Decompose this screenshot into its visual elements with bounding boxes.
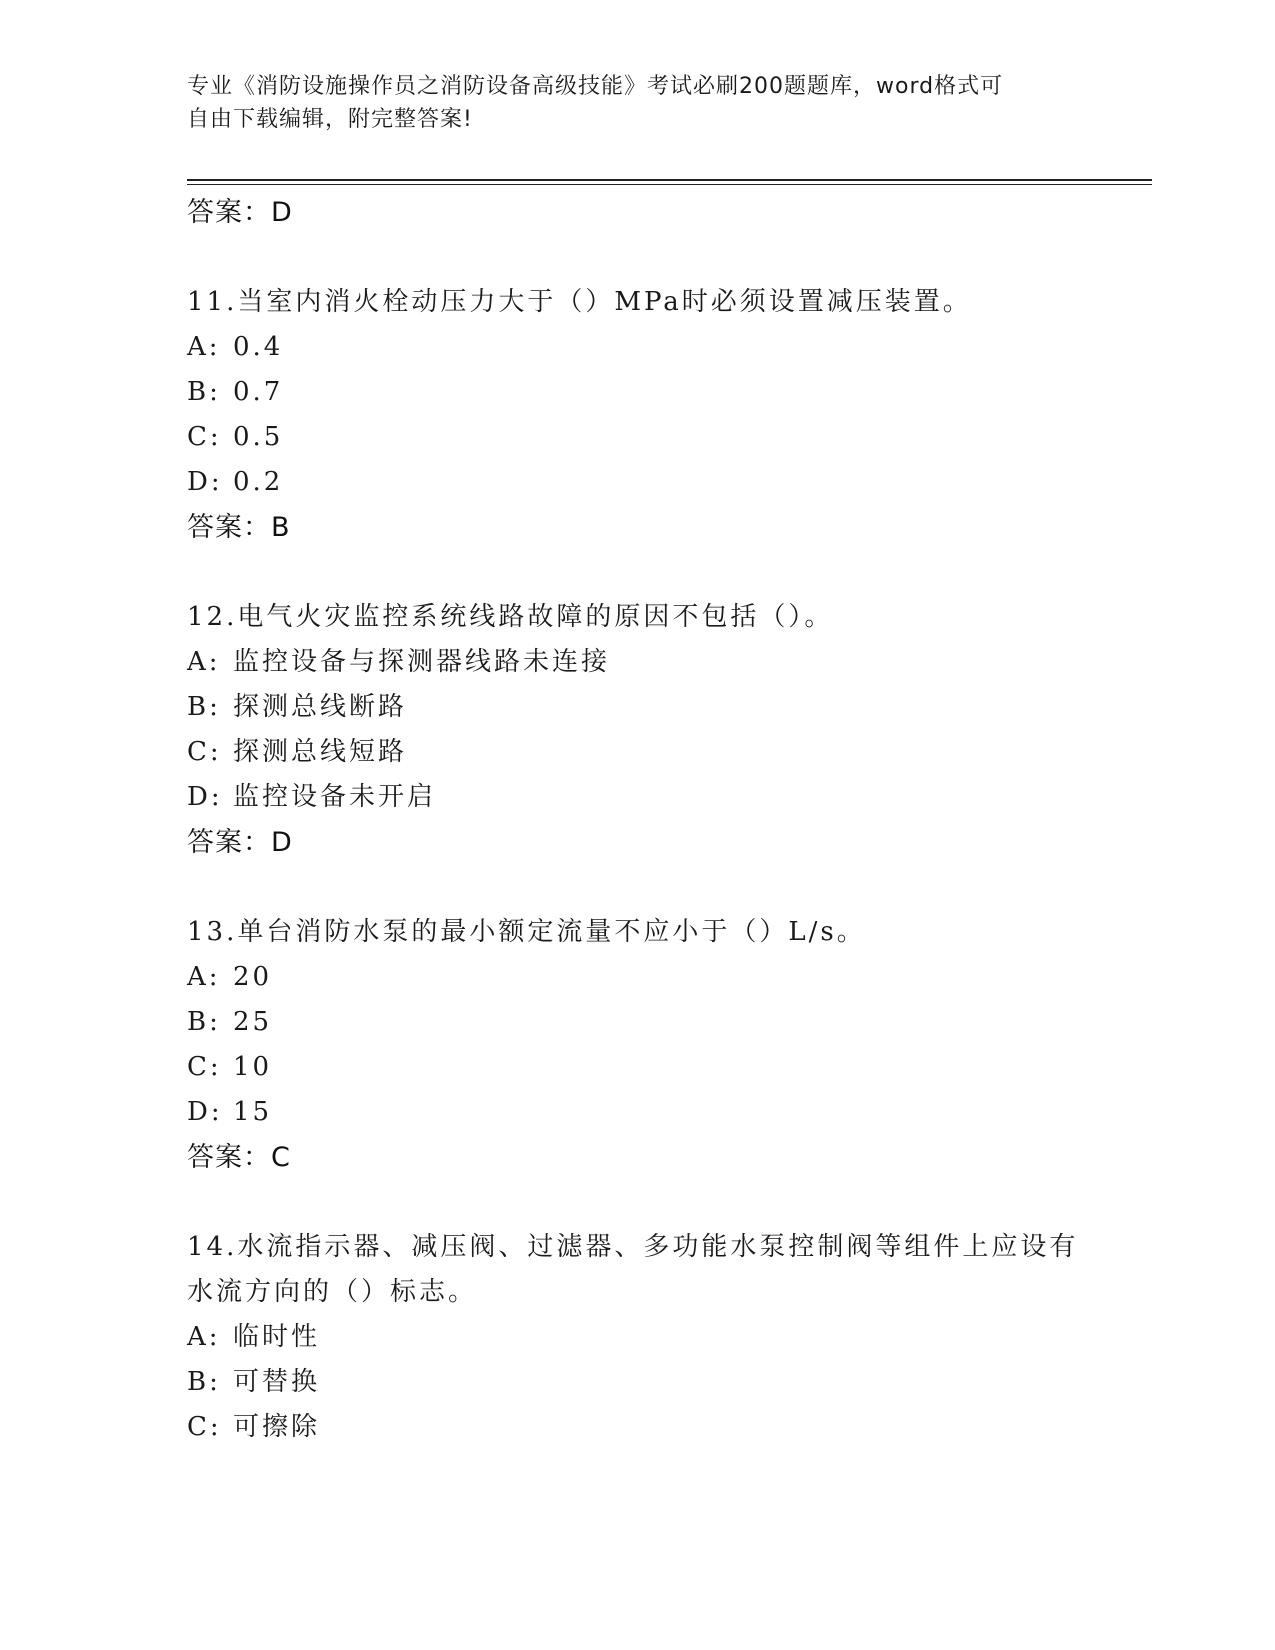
option-text: 监控设备与探测器线路未连接 <box>233 647 611 677</box>
option-label: B: <box>187 377 221 407</box>
question-list <box>187 190 1152 1450</box>
option-label: D: <box>187 1097 223 1127</box>
option-c <box>187 1045 1152 1090</box>
option-label: B: <box>187 692 221 722</box>
option-d <box>187 460 1152 505</box>
option-label: A: <box>187 647 221 677</box>
option-text: 15 <box>233 1097 273 1127</box>
answer-line: 答案：D <box>187 827 293 858</box>
option-c <box>187 415 1152 460</box>
option-label: D: <box>187 467 223 497</box>
question-block <box>187 910 1152 1180</box>
question-text-line-2: 水流方向的（）标志。 <box>187 1277 478 1307</box>
option-a <box>187 325 1152 370</box>
option-label: D: <box>187 782 223 812</box>
question-block <box>187 280 1152 550</box>
option-c <box>187 730 1152 775</box>
option-label: C: <box>187 1412 222 1442</box>
header-rule-thick <box>187 179 1152 181</box>
question-text: 11.当室内消火栓动压力大于（）MPa时必须设置减压装置。 <box>187 287 972 317</box>
option-label: B: <box>187 1007 221 1037</box>
spacer <box>187 550 1152 595</box>
option-text: 0.2 <box>233 467 284 497</box>
option-text: 0.5 <box>233 422 284 452</box>
option-b <box>187 685 1152 730</box>
spacer <box>187 865 1152 910</box>
document-header <box>187 70 1087 136</box>
option-text: 可擦除 <box>233 1412 321 1442</box>
option-b <box>187 1360 1152 1405</box>
question-text: 12.电气火灾监控系统线路故障的原因不包括（）。 <box>187 602 834 632</box>
question-text-line-1: 14.水流指示器、减压阀、过滤器、多功能水泵控制阀等组件上应设有 <box>187 1232 1079 1262</box>
option-label: A: <box>187 1322 221 1352</box>
answer-line: 答案：C <box>187 1142 291 1173</box>
header-line-1: 专业《消防设施操作员之消防设备高级技能》考试必刷200题题库，word格式可 <box>187 74 1004 99</box>
option-text: 0.4 <box>233 332 284 362</box>
spacer <box>187 235 1152 280</box>
option-c <box>187 1405 1152 1450</box>
option-text: 25 <box>233 1007 273 1037</box>
option-a <box>187 955 1152 1000</box>
spacer <box>187 1180 1152 1225</box>
option-a <box>187 640 1152 685</box>
header-rule-thin <box>187 184 1152 185</box>
option-label: C: <box>187 422 222 452</box>
question-block <box>187 1225 1152 1450</box>
option-d <box>187 775 1152 820</box>
option-a <box>187 1315 1152 1360</box>
header-line-2: 自由下载编辑，附完整答案! <box>187 107 473 132</box>
previous-answer: 答案：D <box>187 197 293 228</box>
option-label: A: <box>187 962 221 992</box>
option-text: 探测总线断路 <box>233 692 408 722</box>
answer-line: 答案：B <box>187 512 291 543</box>
option-text: 可替换 <box>233 1367 321 1397</box>
option-text: 探测总线短路 <box>233 737 408 767</box>
question-block <box>187 595 1152 865</box>
option-label: C: <box>187 1052 222 1082</box>
option-text: 0.7 <box>233 377 284 407</box>
option-label: C: <box>187 737 222 767</box>
option-label: A: <box>187 332 221 362</box>
option-b <box>187 1000 1152 1045</box>
option-label: B: <box>187 1367 221 1397</box>
option-b <box>187 370 1152 415</box>
option-text: 监控设备未开启 <box>233 782 437 812</box>
option-d <box>187 1090 1152 1135</box>
option-text: 20 <box>233 962 273 992</box>
option-text: 临时性 <box>233 1322 321 1352</box>
question-text: 13.单台消防水泵的最小额定流量不应小于（）L/s。 <box>187 917 866 947</box>
option-text: 10 <box>233 1052 273 1082</box>
